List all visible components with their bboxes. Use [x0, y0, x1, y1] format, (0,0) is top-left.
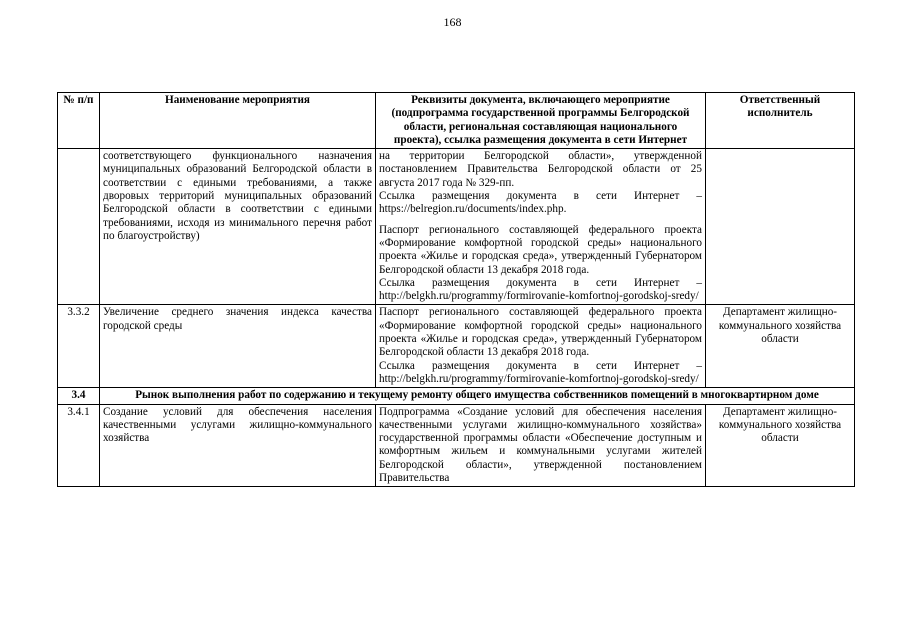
document-details — [376, 404, 706, 487]
document-paragraph: Подпрограмма «Создание условий для обеспечения населения качественными услугами жилищно-коммунального хозяйства» государственной программы области «Обеспечение доступным и комфортным жильем и коммунальными услугами жителей Белгородской области», утвержденной постановлением Правительства — [379, 405, 702, 485]
responsible-executor — [706, 149, 855, 305]
section-row — [58, 388, 855, 404]
document-link-paragraph: Ссылка размещения документа в сети Интернет – https://belregion.ru/documents/index.php. — [379, 190, 702, 216]
document-details — [376, 305, 706, 388]
section-number: 3.4 — [58, 388, 100, 404]
header-document-details: Реквизиты документа, включающего мероприятие (подпрограмма государственной программы Белгородской области, региональная составляющая национального проекта), ссылка размещения документа в сети Интернет — [376, 93, 706, 149]
measure-name: Увеличение среднего значения индекса качества городской среды — [100, 305, 376, 388]
document-paragraph: на территории Белгородской области», утвержденной постановлением Правительства Белгородской области от 25 августа 2017 года № 329-пп. — [379, 150, 702, 189]
header-number: № п/п — [58, 93, 100, 149]
measure-name: соответствующего функционального назначения муниципальных образований Белгородской области в соответствии с едиными требованиями, а также дворовых территорий муниципальных образований Белгородской области в соответствии с едиными требованиями, исходя из минимального перечня работ по благоустройству) — [100, 149, 376, 305]
row-number — [58, 149, 100, 305]
document-details — [376, 149, 706, 305]
document-paragraph: Паспорт регионального составляющей федерального проекта «Формирование комфортной городской среды» национального проекта «Жилье и городская среда», утвержденный Губернатором Белгородской области 13 декабря 2018 года. — [379, 306, 702, 359]
table-row — [58, 404, 855, 487]
table-row — [58, 149, 855, 305]
row-number: 3.4.1 — [58, 404, 100, 487]
responsible-executor: Департамент жилищно-коммунального хозяйства области — [706, 305, 855, 388]
section-title: Рынок выполнения работ по содержанию и текущему ремонту общего имущества собственников помещений в многоквартирном доме — [100, 388, 855, 404]
table-row — [58, 305, 855, 388]
header-responsible-executor: Ответственный исполнитель — [706, 93, 855, 149]
measure-name: Создание условий для обеспечения населения качественными услугами жилищно-коммунального хозяйства — [100, 404, 376, 487]
document-link-paragraph: Ссылка размещения документа в сети Интернет – http://belgkh.ru/programmy/formirovanie-komfortnoj-gorodskoj-sredy/ — [379, 276, 702, 303]
document-paragraph: Паспорт регионального составляющей федерального проекта «Формирование комфортной городской среды» национального проекта «Жилье и городская среда», утвержденный Губернатором Белгородской области 13 декабря 2018 года. — [379, 223, 702, 276]
row-number: 3.3.2 — [58, 305, 100, 388]
header-measure-name: Наименование мероприятия — [100, 93, 376, 149]
table-header-row — [58, 93, 855, 149]
measures-table — [57, 92, 855, 487]
page-number: 168 — [443, 15, 462, 29]
responsible-executor: Департамент жилищно-коммунального хозяйства области — [706, 404, 855, 487]
document-link-paragraph: Ссылка размещения документа в сети Интернет – http://belgkh.ru/programmy/formirovanie-komfortnoj-gorodskoj-sredy/ — [379, 359, 702, 385]
